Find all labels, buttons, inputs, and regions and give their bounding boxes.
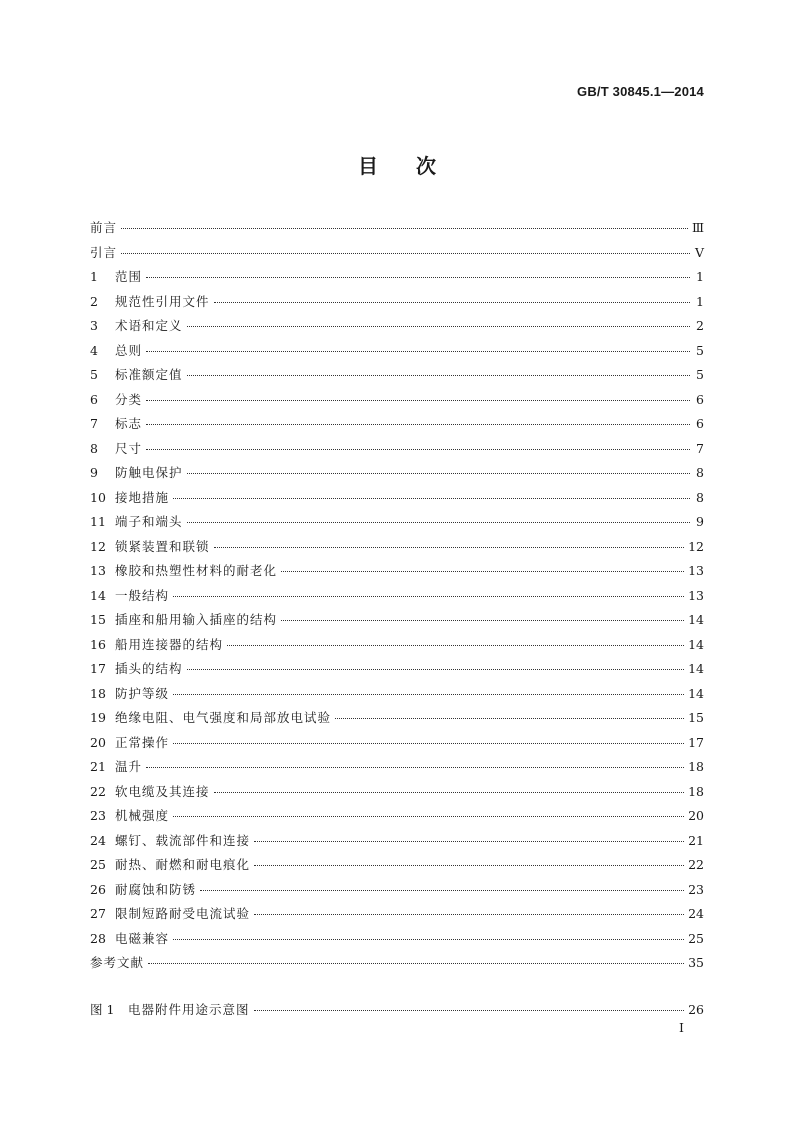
dot-leader	[173, 498, 690, 499]
dot-leader	[148, 963, 684, 964]
dot-leader	[187, 326, 690, 327]
toc-entry-page: 1	[696, 293, 704, 309]
dot-leader	[146, 400, 690, 401]
toc-entry[interactable]	[90, 388, 704, 413]
toc-entry[interactable]	[90, 314, 704, 339]
toc-entry-number: 23	[90, 808, 106, 823]
toc-entry[interactable]	[90, 853, 704, 878]
toc-entry-number: 7	[90, 416, 98, 431]
toc-entry[interactable]	[90, 290, 704, 315]
toc-entry-page: 8	[696, 489, 704, 505]
toc-entry-number: 2	[90, 293, 98, 309]
dot-leader	[254, 1010, 685, 1011]
toc-entry-label: 耐热、耐燃和耐电痕化	[115, 857, 251, 872]
dot-leader	[254, 841, 684, 842]
toc-entry-label: 总则	[115, 342, 143, 358]
toc-entry-number: 9	[90, 465, 98, 480]
toc-entry[interactable]	[90, 951, 704, 976]
page-title: 目次	[358, 154, 474, 178]
toc-entry-page: 14	[688, 685, 704, 701]
toc-entry-page: Ⅴ	[694, 244, 704, 260]
toc-entry[interactable]	[90, 927, 704, 952]
standard-code: GB/T 30845.1—2014	[577, 84, 704, 99]
toc-entry-number: 4	[90, 342, 98, 358]
toc-entry-label: 软电缆及其连接	[115, 783, 210, 799]
toc-entry-page: 25	[688, 930, 704, 946]
toc-entry[interactable]	[90, 339, 704, 364]
toc-entry-page: 14	[688, 612, 704, 627]
toc-entry-number: 27	[90, 906, 106, 921]
toc-entry-page: 7	[696, 440, 704, 456]
toc-entry[interactable]	[90, 804, 704, 829]
figure-list	[90, 998, 704, 1023]
toc-entry-label: 船用连接器的结构	[115, 636, 224, 652]
dot-leader	[254, 914, 684, 915]
toc-entry-page: 23	[688, 881, 704, 897]
toc-entry-page: 26	[688, 1002, 704, 1017]
toc-entry-page: 12	[688, 538, 704, 554]
dot-leader	[187, 669, 685, 670]
dot-leader	[335, 718, 684, 719]
toc-entry-page: 14	[688, 661, 704, 676]
toc-entry[interactable]	[90, 216, 704, 241]
toc-entry[interactable]	[90, 731, 704, 756]
toc-entry[interactable]	[90, 461, 704, 486]
dot-leader	[173, 816, 684, 817]
toc-entry-page: 8	[696, 465, 704, 480]
toc-entry[interactable]	[90, 902, 704, 927]
toc-entry-number: 24	[90, 832, 106, 848]
dot-leader	[200, 890, 684, 891]
toc-entry-label: 耐腐蚀和防锈	[115, 881, 197, 897]
toc-entry-page: 21	[688, 832, 704, 848]
toc-entry-label: 范围	[115, 269, 143, 284]
toc-entry[interactable]	[90, 559, 704, 584]
toc-entry-number: 19	[90, 710, 106, 725]
toc-entry-page: 14	[688, 636, 704, 652]
toc-entry-page: 5	[696, 342, 704, 358]
dot-leader	[146, 424, 690, 425]
toc-entry-page: 22	[688, 857, 704, 872]
toc-entry[interactable]	[90, 510, 704, 535]
dot-leader	[214, 792, 685, 793]
toc-entry-label: 标志	[115, 416, 143, 431]
dot-leader	[146, 351, 690, 352]
dot-leader	[146, 277, 690, 278]
toc-entry-number: 10	[90, 489, 106, 505]
toc-entry-page: 20	[688, 808, 704, 823]
toc-entry-page: 6	[696, 391, 704, 407]
toc-entry-page: 5	[696, 367, 704, 382]
toc-entry-label: 标准额定值	[115, 367, 183, 382]
toc-entry-page: 13	[688, 587, 704, 603]
toc-entry-label: 电磁兼容	[115, 930, 170, 946]
toc-entry-number: 6	[90, 391, 98, 407]
toc-entry[interactable]	[90, 780, 704, 805]
toc-entry-label: 机械强度	[115, 808, 170, 823]
dot-leader	[227, 645, 684, 646]
toc-entry-label: 一般结构	[115, 587, 170, 603]
toc-entry-label: 正常操作	[115, 734, 170, 750]
toc-entry-label: 术语和定义	[115, 318, 183, 333]
toc-entry-page: 17	[688, 734, 704, 750]
toc-entry[interactable]	[90, 584, 704, 609]
toc-entry-number: 17	[90, 661, 106, 676]
dot-leader	[173, 743, 684, 744]
toc-entry-page: 35	[688, 955, 704, 970]
toc-entry[interactable]	[90, 633, 704, 658]
toc-entry-page: 18	[688, 783, 704, 799]
dot-leader	[187, 375, 690, 376]
toc-entry-number: 12	[90, 538, 106, 554]
toc-entry-page: 24	[688, 906, 704, 921]
toc-entry[interactable]	[90, 878, 704, 903]
dot-leader	[187, 473, 690, 474]
toc-entry-number: 3	[90, 318, 98, 333]
toc-entry-page: 15	[688, 710, 704, 725]
dot-leader	[254, 865, 684, 866]
toc-entry-number: 25	[90, 857, 106, 872]
toc-entry[interactable]	[90, 829, 704, 854]
toc-entry[interactable]	[90, 265, 704, 290]
toc-entry-label: 引言	[90, 244, 118, 260]
toc-entry[interactable]	[90, 657, 704, 682]
toc-entry-number: 16	[90, 636, 106, 652]
toc-entry-label: 螺钉、载流部件和连接	[115, 832, 251, 848]
toc-entry-label: 插座和船用输入插座的结构	[115, 612, 278, 627]
dot-leader	[173, 596, 684, 597]
toc-entry-page: Ⅲ	[691, 220, 704, 235]
toc-entry-number: 20	[90, 734, 106, 750]
toc-entry-page: 18	[688, 759, 704, 774]
toc-entry[interactable]	[90, 535, 704, 560]
toc-entry-label: 绝缘电阻、电气强度和局部放电试验	[115, 710, 332, 725]
toc-entry-label: 参考文献	[90, 955, 145, 970]
toc-entry-number: 13	[90, 563, 106, 578]
dot-leader	[214, 302, 690, 303]
toc-entry-label: 分类	[115, 391, 143, 407]
toc-entry[interactable]	[90, 755, 704, 780]
toc-entry-label: 锁紧装置和联锁	[115, 538, 210, 554]
dot-leader	[121, 253, 690, 254]
dot-leader	[146, 767, 684, 768]
toc-entry-label: 温升	[115, 759, 143, 774]
toc-entry-page: 9	[696, 514, 704, 529]
toc-entry-page: 1	[696, 269, 704, 284]
toc-entry-label: 限制短路耐受电流试验	[115, 906, 251, 921]
toc-entry-page: 6	[696, 416, 704, 431]
toc-entry[interactable]	[90, 363, 704, 388]
toc-entry-label: 防触电保护	[115, 465, 183, 480]
toc-entry[interactable]	[90, 706, 704, 731]
dot-leader	[173, 694, 684, 695]
toc-entry-number: 14	[90, 587, 106, 603]
toc-entry-label: 接地措施	[115, 489, 170, 505]
toc-entry-number: 26	[90, 881, 106, 897]
toc-entry-label: 橡胶和热塑性材料的耐老化	[115, 563, 278, 578]
toc-entry-label: 端子和端头	[115, 514, 183, 529]
toc-entry-number: 1	[90, 269, 98, 284]
toc-entry-number: 图 1	[90, 1002, 115, 1017]
table-of-contents	[90, 216, 704, 976]
dot-leader	[281, 571, 684, 572]
toc-entry[interactable]	[90, 682, 704, 707]
toc-entry-number: 5	[90, 367, 98, 382]
dot-leader	[121, 228, 688, 229]
toc-entry[interactable]	[90, 241, 704, 266]
toc-entry-label: 规范性引用文件	[115, 293, 210, 309]
toc-entry-number: 8	[90, 440, 98, 456]
toc-entry-label: 防护等级	[115, 685, 170, 701]
toc-entry-number: 21	[90, 759, 106, 774]
toc-entry[interactable]	[90, 412, 704, 437]
dot-leader	[214, 547, 685, 548]
toc-entry-number: 22	[90, 783, 106, 799]
toc-entry-label: 尺寸	[115, 440, 143, 456]
toc-entry-label: 插头的结构	[115, 661, 183, 676]
toc-entry[interactable]	[90, 437, 704, 462]
toc-entry-label: 前言	[90, 220, 118, 235]
toc-entry-number: 28	[90, 930, 106, 946]
page-number: I	[679, 1020, 684, 1035]
toc-entry-label: 电器附件用途示意图	[128, 1002, 250, 1017]
toc-entry-number: 11	[90, 514, 106, 529]
toc-entry-number: 18	[90, 685, 106, 701]
dot-leader	[281, 620, 684, 621]
dot-leader	[146, 449, 690, 450]
toc-entry-page: 2	[696, 318, 704, 333]
toc-entry-number: 15	[90, 612, 106, 627]
dot-leader	[187, 522, 690, 523]
toc-entry[interactable]	[90, 998, 704, 1023]
toc-entry-page: 13	[688, 563, 704, 578]
toc-entry[interactable]	[90, 608, 704, 633]
toc-entry[interactable]	[90, 486, 704, 511]
dot-leader	[173, 939, 684, 940]
